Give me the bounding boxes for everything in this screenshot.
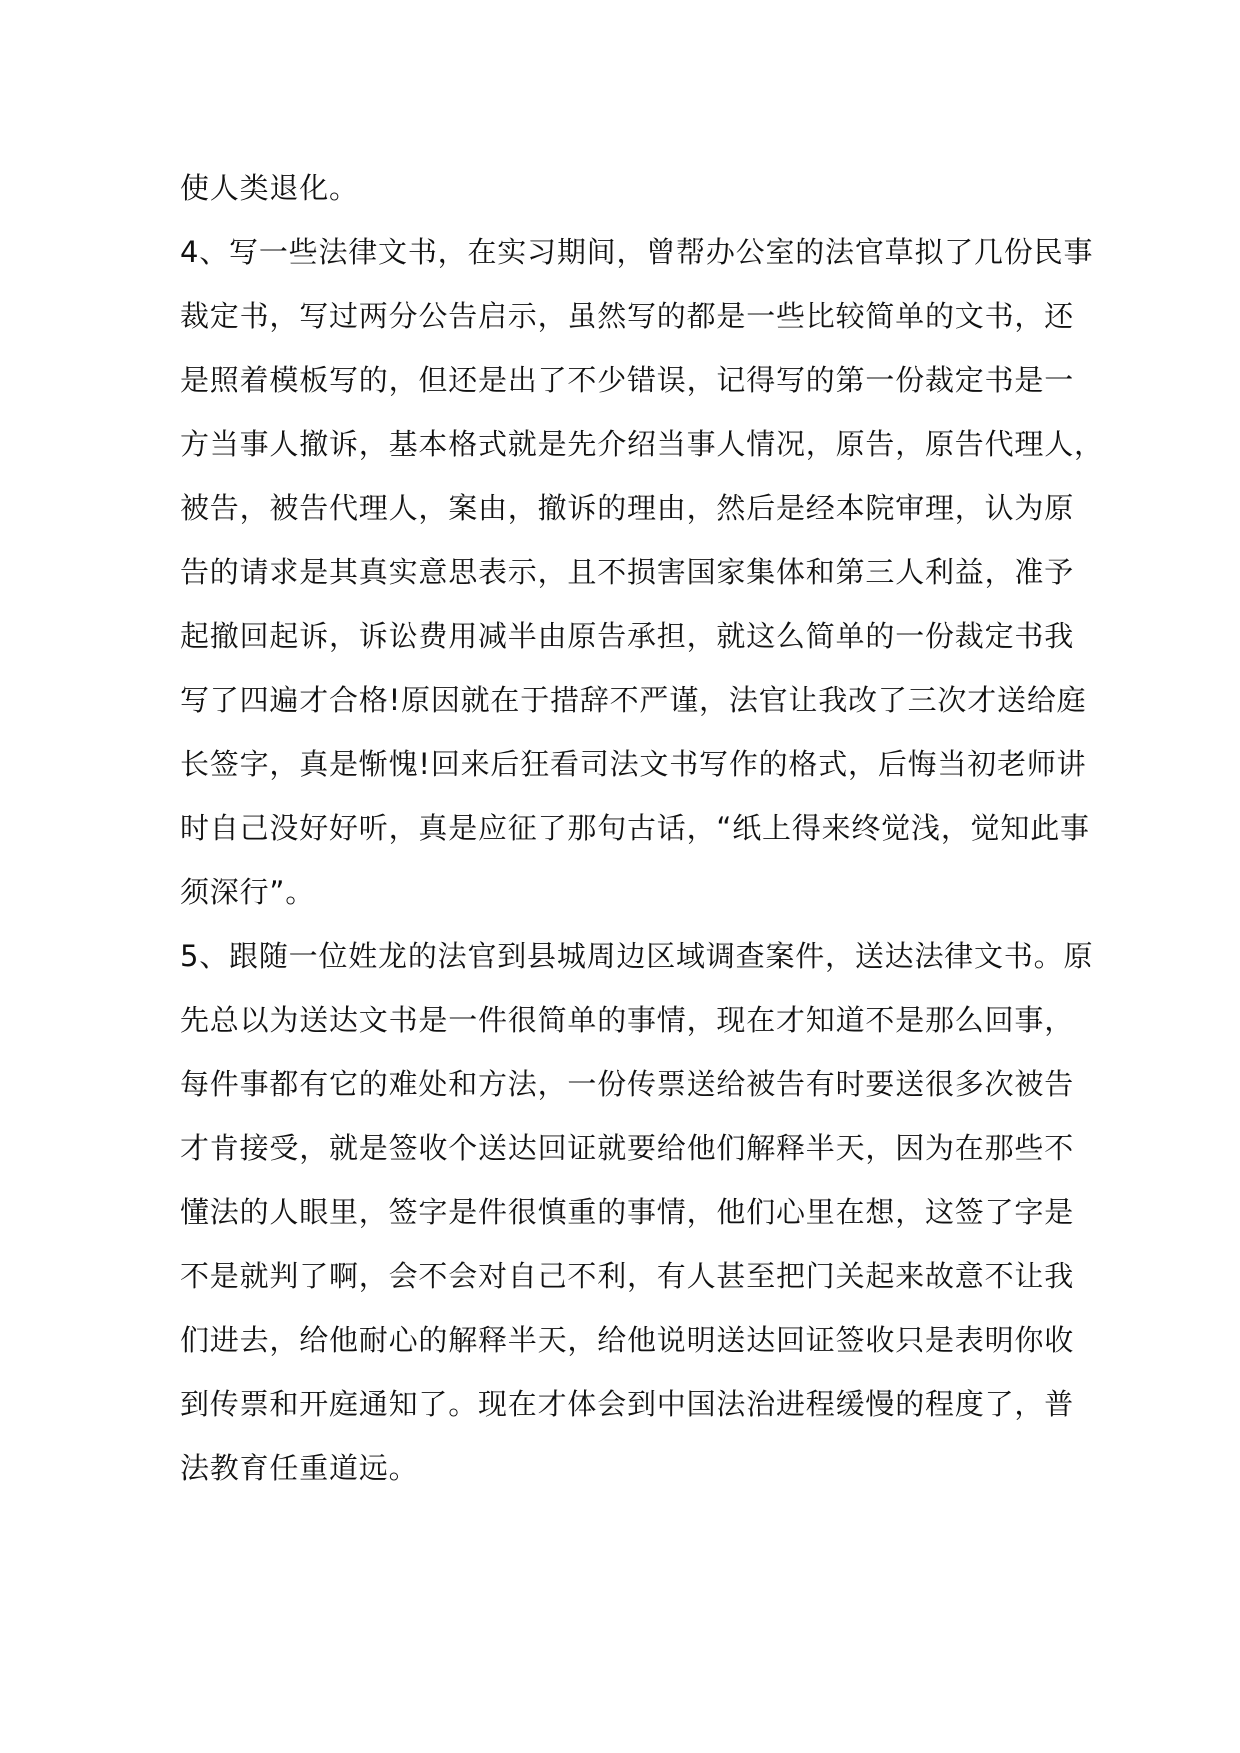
text-line: 写了四遍才合格!原因就在于措辞不严谨，法官让我改了三次才送给庭 bbox=[180, 683, 1087, 717]
text-line: 不是就判了啊，会不会对自己不利，有人甚至把门关起来故意不让我 bbox=[180, 1259, 1075, 1293]
text-line: 懂法的人眼里，签字是件很慎重的事情，他们心里在想，这签了字是 bbox=[180, 1195, 1075, 1229]
text-line: 先总以为送达文书是一件很简单的事情，现在才知道不是那么回事， bbox=[180, 1003, 1075, 1037]
text-line: 法教育任重道远。 bbox=[180, 1451, 419, 1485]
text-line: 4、写一些法律文书，在实习期间，曾帮办公室的法官草拟了几份民事 bbox=[180, 235, 1094, 269]
text-line: 告的请求是其真实意思表示，且不损害国家集体和第三人利益，准予 bbox=[180, 555, 1075, 589]
text-line: 才肯接受，就是签收个送达回证就要给他们解释半天，因为在那些不 bbox=[180, 1131, 1075, 1165]
text-line: 使人类退化。 bbox=[180, 171, 359, 205]
text-line: 长签字，真是惭愧!回来后狂看司法文书写作的格式，后悔当初老师讲 bbox=[180, 747, 1087, 781]
text-line: 到传票和开庭通知了。现在才体会到中国法治进程缓慢的程度了，普 bbox=[180, 1387, 1075, 1421]
text-line: 时自己没好好听，真是应征了那句古话，“纸上得来终觉浅，觉知此事 bbox=[180, 811, 1090, 845]
text-line: 被告，被告代理人，案由，撤诉的理由，然后是经本院审理，认为原 bbox=[180, 491, 1075, 525]
text-line: 们进去，给他耐心的解释半天，给他说明送达回证签收只是表明你收 bbox=[180, 1323, 1075, 1357]
text-line: 裁定书，写过两分公告启示，虽然写的都是一些比较简单的文书，还 bbox=[180, 299, 1075, 333]
text-line: 起撤回起诉，诉讼费用减半由原告承担，就这么简单的一份裁定书我 bbox=[180, 619, 1075, 653]
text-line: 每件事都有它的难处和方法，一份传票送给被告有时要送很多次被告 bbox=[180, 1067, 1075, 1101]
text-line: 是照着模板写的，但还是出了不少错误，记得写的第一份裁定书是一 bbox=[180, 363, 1075, 397]
text-line: 方当事人撤诉，基本格式就是先介绍当事人情况，原告，原告代理人， bbox=[180, 427, 1104, 461]
text-line: 5、跟随一位姓龙的法官到县城周边区域调查案件，送达法律文书。原 bbox=[180, 939, 1094, 973]
text-line: 须深行”。 bbox=[180, 875, 316, 909]
